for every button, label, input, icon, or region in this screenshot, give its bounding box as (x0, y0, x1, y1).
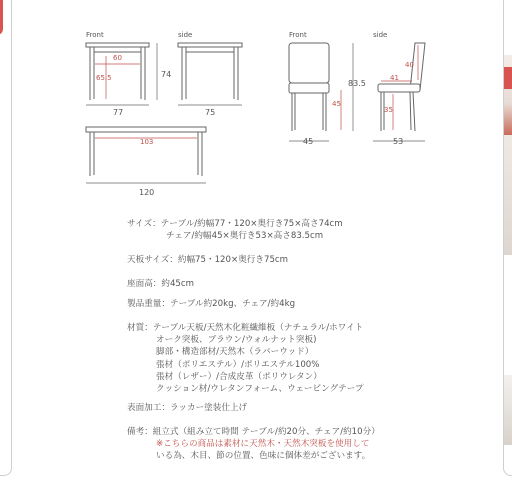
table-width: 77 (113, 108, 124, 117)
chair-front-diagram (289, 43, 329, 131)
spec-finish: 表面加工：ラッカー塗装仕上げ (127, 403, 248, 413)
spec-remarks-note-1: ※こちらの商品は素材に天然木・天然木突板を使用して (156, 439, 370, 450)
spec-material-line-1: 材質：テーブル天板/天然木化粧繊維板（ナチュラル/ホワイト (127, 323, 364, 333)
chair-width: 45 (303, 137, 314, 146)
spec-material-line-3: 脚部・構造部材/天然木（ラバーウッド） (156, 347, 314, 358)
table-side-diagram (178, 43, 242, 100)
table-side-label: side (178, 31, 193, 39)
chair-seat-height: 45 (332, 100, 341, 108)
spec-top-size: 天板サイズ：約幅75・120×奥行き75cm (127, 255, 289, 265)
spec-size (127, 218, 457, 242)
chair-seat-depth: 41 (390, 74, 399, 82)
spec-material-line-4: 張材（ポリエステル）/ポリエステル100% (156, 359, 320, 370)
chair-front-label: Front (289, 31, 307, 39)
table-depth: 75 (205, 108, 216, 117)
chair-back-height: 40 (405, 61, 414, 69)
table-top-inner: 103 (140, 138, 154, 146)
table-front-label: Front (86, 31, 104, 39)
chair-side-label: side (373, 31, 388, 39)
spec-material-line-5: 張材（レザー）/合成皮革（ポリウレタン） (156, 371, 322, 382)
dimension-diagrams (0, 0, 512, 215)
chair-height: 83.5 (348, 79, 366, 88)
chair-inner-height: 35 (384, 106, 393, 114)
spec-size-line-1: サイズ：テーブル/約幅77・120×奥行き75×高さ74cm (127, 219, 343, 229)
spec-remarks (127, 426, 457, 463)
spec-remarks-note-2: いる為、木目、節の位置、色味に個体差がございます。 (156, 451, 371, 462)
table-top-diagram (86, 127, 206, 176)
chair-depth: 53 (393, 137, 404, 146)
table-height: 74 (161, 70, 172, 79)
spec-seat-height: 座面高：約45cm (127, 279, 195, 289)
spec-size-line-2: チェア/約幅45×奥行き53×高さ83.5cm (166, 231, 324, 242)
spec-weight: 製品重量：テーブル約20kg、チェア/約4kg (127, 299, 296, 309)
spec-material (127, 322, 457, 395)
spec-remarks-line-1: 備考：組立式（組み立て時間 テーブル/約20分、チェア/約10分） (127, 427, 380, 437)
table-front-inner-height: 65.5 (96, 74, 112, 82)
spec-material-line-2: オーク突板、ブラウン/ウォルナット突板) (156, 335, 317, 346)
table-front-inner-width: 60 (113, 54, 122, 62)
table-front-diagram (86, 43, 149, 100)
spec-material-line-6: クッション材/ウレタンフォーム、ウェービングテープ (156, 384, 364, 395)
table-top-width: 120 (139, 188, 155, 197)
right-product-photo-3[interactable] (504, 375, 512, 445)
